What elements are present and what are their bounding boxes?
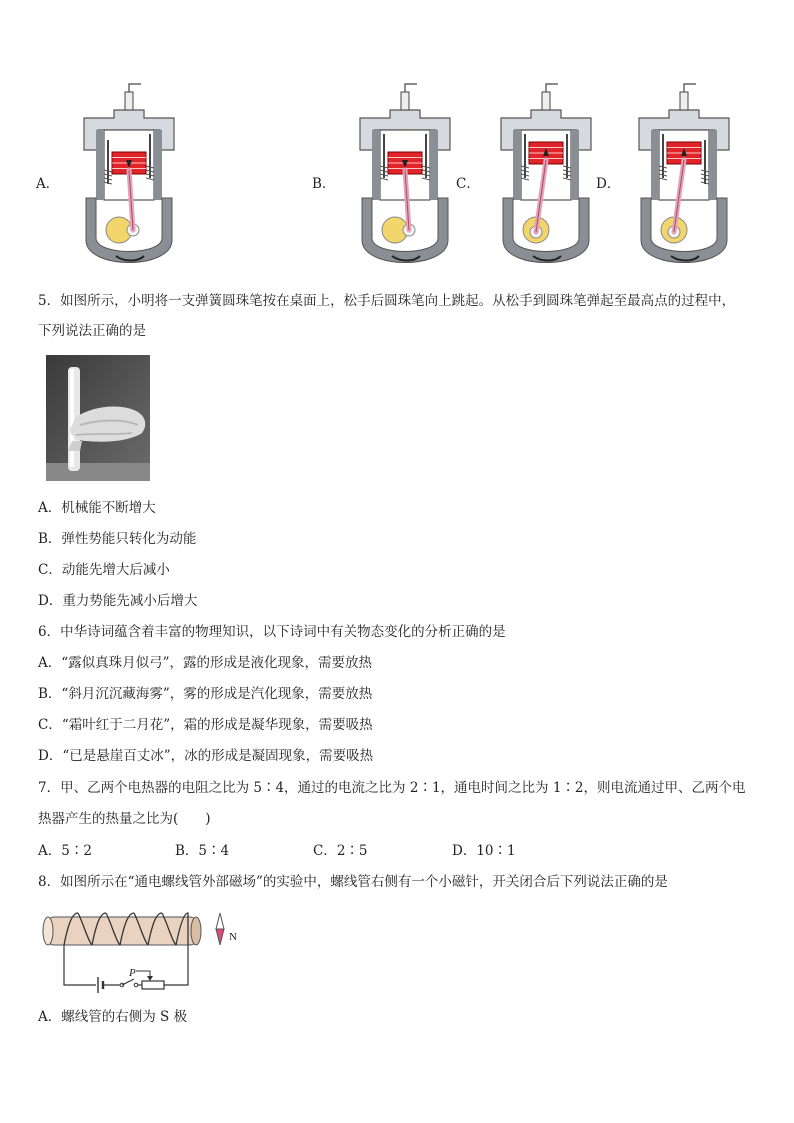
question-6-option-a: A．“露似真珠月似弓”，露的形成是液化现象，需要放热 — [38, 655, 373, 671]
spark-plug — [401, 92, 409, 110]
engine-option-a — [36, 80, 196, 280]
spark-plug-wire — [684, 84, 696, 92]
spark-plug — [125, 92, 133, 110]
question-7-stem-line1: 7．甲、乙两个电热器的电阻之比为 5∶4，通过的电流之比为 2∶1，通电时间之比为 1∶2，则电流通过甲、乙两个电 — [38, 780, 746, 796]
rheostat-slider-label: P — [129, 967, 136, 979]
question-6-option-d: D．“已是悬崖百丈冰”，冰的形成是凝固现象，需要吸热 — [38, 748, 374, 764]
question-8-stem: 8．如图所示在“通电螺线管外部磁场”的实验中，螺线管右侧有一个小磁针，开关闭合后下列说法正确的是 — [38, 874, 668, 890]
question-6-stem: 6．中华诗词蕴含着丰富的物理知识，以下诗词中有关物态变化的分析正确的是 — [38, 624, 506, 640]
cylinder-wall-right — [709, 130, 717, 200]
question-5-option-b: B．弹性势能只转化为动能 — [38, 531, 197, 547]
question-6-option-b: B．“斜月沉沉藏海雾”，雾的形成是汽化现象，需要放热 — [38, 686, 373, 702]
compass-north-label: N — [229, 931, 237, 943]
spark-plug-wire — [405, 84, 417, 92]
spark-plug-wire — [546, 84, 558, 92]
engine-diagram — [624, 80, 744, 280]
engine-option-d — [596, 80, 756, 280]
engine-option-b — [312, 80, 472, 280]
cylinder-wall-left — [513, 130, 521, 200]
question-7-option-c: C．2∶5 — [313, 843, 368, 859]
engine-option-c — [456, 80, 606, 280]
cylinder-wall-right — [430, 130, 438, 200]
cylinder-wall-right — [571, 130, 579, 200]
engine-diagram — [64, 80, 194, 280]
engine-diagram — [340, 80, 470, 280]
spark-plug — [680, 92, 688, 110]
cylinder-wall-left — [372, 130, 380, 200]
pen-photo — [46, 355, 150, 481]
question-7-stem-line2: 热器产生的热量之比为( ) — [38, 811, 211, 827]
cylinder-wall-left — [96, 130, 104, 200]
question-7-option-d: D．10∶1 — [452, 843, 516, 859]
question-8-option-a: A．螺线管的右侧为 S 极 — [38, 1009, 188, 1025]
question-5-stem-line2: 下列说法正确的是 — [38, 323, 146, 339]
engine-diagram — [486, 80, 606, 280]
option-label: D． — [596, 176, 621, 192]
question-7-option-a: A．5∶2 — [38, 843, 92, 859]
option-label: A． — [36, 176, 60, 192]
question-6-option-c: C．“霜叶红于二月花”，霜的形成是凝华现象，需要吸热 — [38, 717, 373, 733]
question-5-option-c: C．动能先增大后减小 — [38, 562, 170, 578]
spark-plug-wire — [129, 84, 141, 92]
option-label: B． — [312, 176, 336, 192]
question-7-option-b: B．5∶4 — [175, 843, 230, 859]
question-5-option-a: A．机械能不断增大 — [38, 500, 156, 516]
question-5-stem-line1: 5．如图所示，小明将一支弹簧圆珠笔按在桌面上，松手后圆珠笔向上跳起。从松手到圆珠笔弹起至最高点的过程中， — [38, 293, 736, 309]
option-label: C． — [456, 176, 480, 192]
spark-plug — [542, 92, 550, 110]
question-5-option-d: D．重力势能先减小后增大 — [38, 593, 198, 609]
cylinder-wall-right — [154, 130, 162, 200]
solenoid-circuit-diagram — [36, 905, 266, 1005]
cylinder-wall-left — [651, 130, 659, 200]
